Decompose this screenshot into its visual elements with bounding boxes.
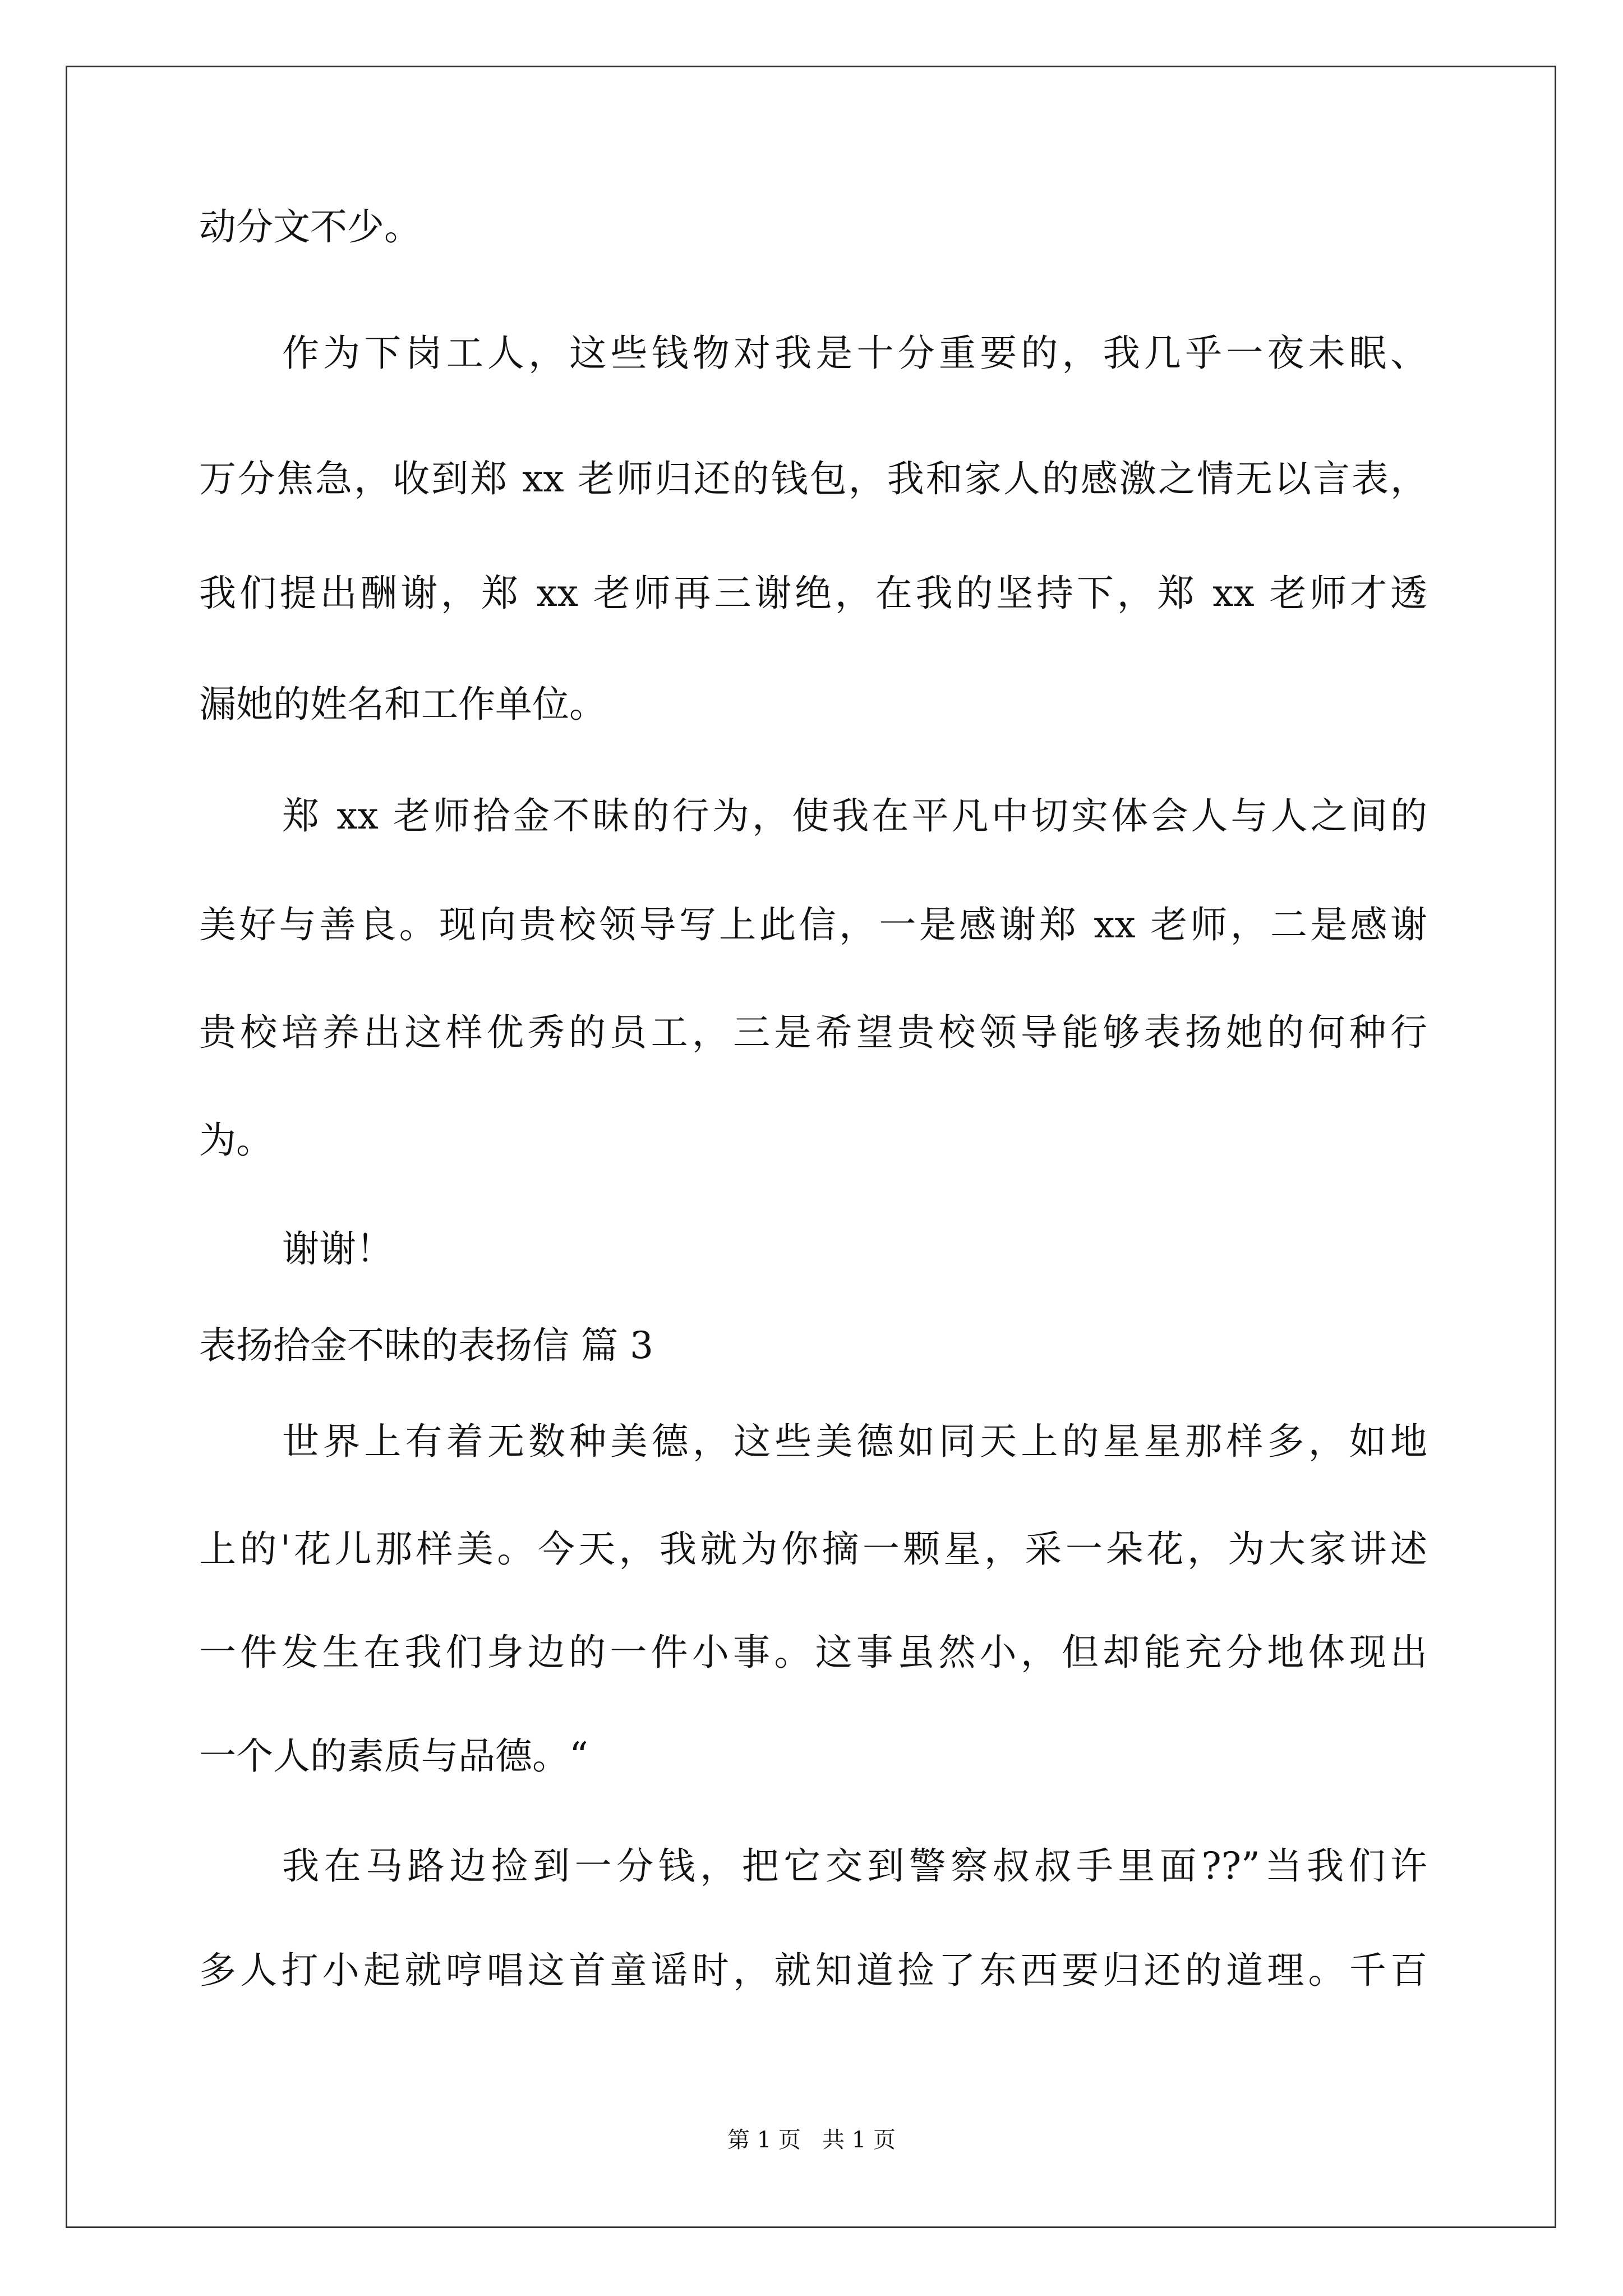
body-line: 美好与善良。现向贵校领导写上此信，一是感谢郑 xx 老师，二是感谢 [199,903,1427,946]
body-line: 我在马路边捡到一分钱，把它交到警察叔叔手里面??”当我们许 [282,1844,1427,1888]
section-heading: 表扬拾金不昧的表扬信 篇 3 [199,1324,653,1367]
body-line: 上的'花儿那样美。今天，我就为你摘一颗星，采一朵花，为大家讲述 [199,1527,1427,1571]
body-line: 一件发生在我们身边的一件小事。这事虽然小，但却能充分地体现出 [199,1631,1427,1674]
body-line: 多人打小起就哼唱这首童谣时，就知道捡了东西要归还的道理。千百 [199,1949,1427,1992]
body-line: 为。 [199,1119,273,1162]
body-line: 万分焦急，收到郑 xx 老师归还的钱包，我和家人的感激之情无以言表， [199,457,1427,500]
body-line: 作为下岗工人，这些钱物对我是十分重要的，我几乎一夜未眠、 [282,332,1427,375]
body-line: 贵校培养出这样优秀的员工，三是希望贵校领导能够表扬她的何种行 [199,1011,1427,1054]
body-line: 郑 xx 老师拾金不昧的行为，使我在平凡中切实体会人与人之间的 [282,794,1427,838]
body-line: 谢谢！ [282,1227,393,1271]
body-line: 动分文不少。 [199,205,421,249]
body-line: 世界上有着无数种美德，这些美德如同天上的星星那样多，如地 [282,1420,1427,1463]
body-line: 我们提出酬谢，郑 xx 老师再三谢绝，在我的坚持下，郑 xx 老师才透 [199,572,1427,615]
body-line: 漏她的姓名和工作单位。 [199,683,606,726]
page-number-footer: 第 1 页 共 1 页 [727,2127,896,2153]
body-line: 一个人的素质与品德。“ [199,1734,588,1778]
page-border [66,66,1556,2228]
